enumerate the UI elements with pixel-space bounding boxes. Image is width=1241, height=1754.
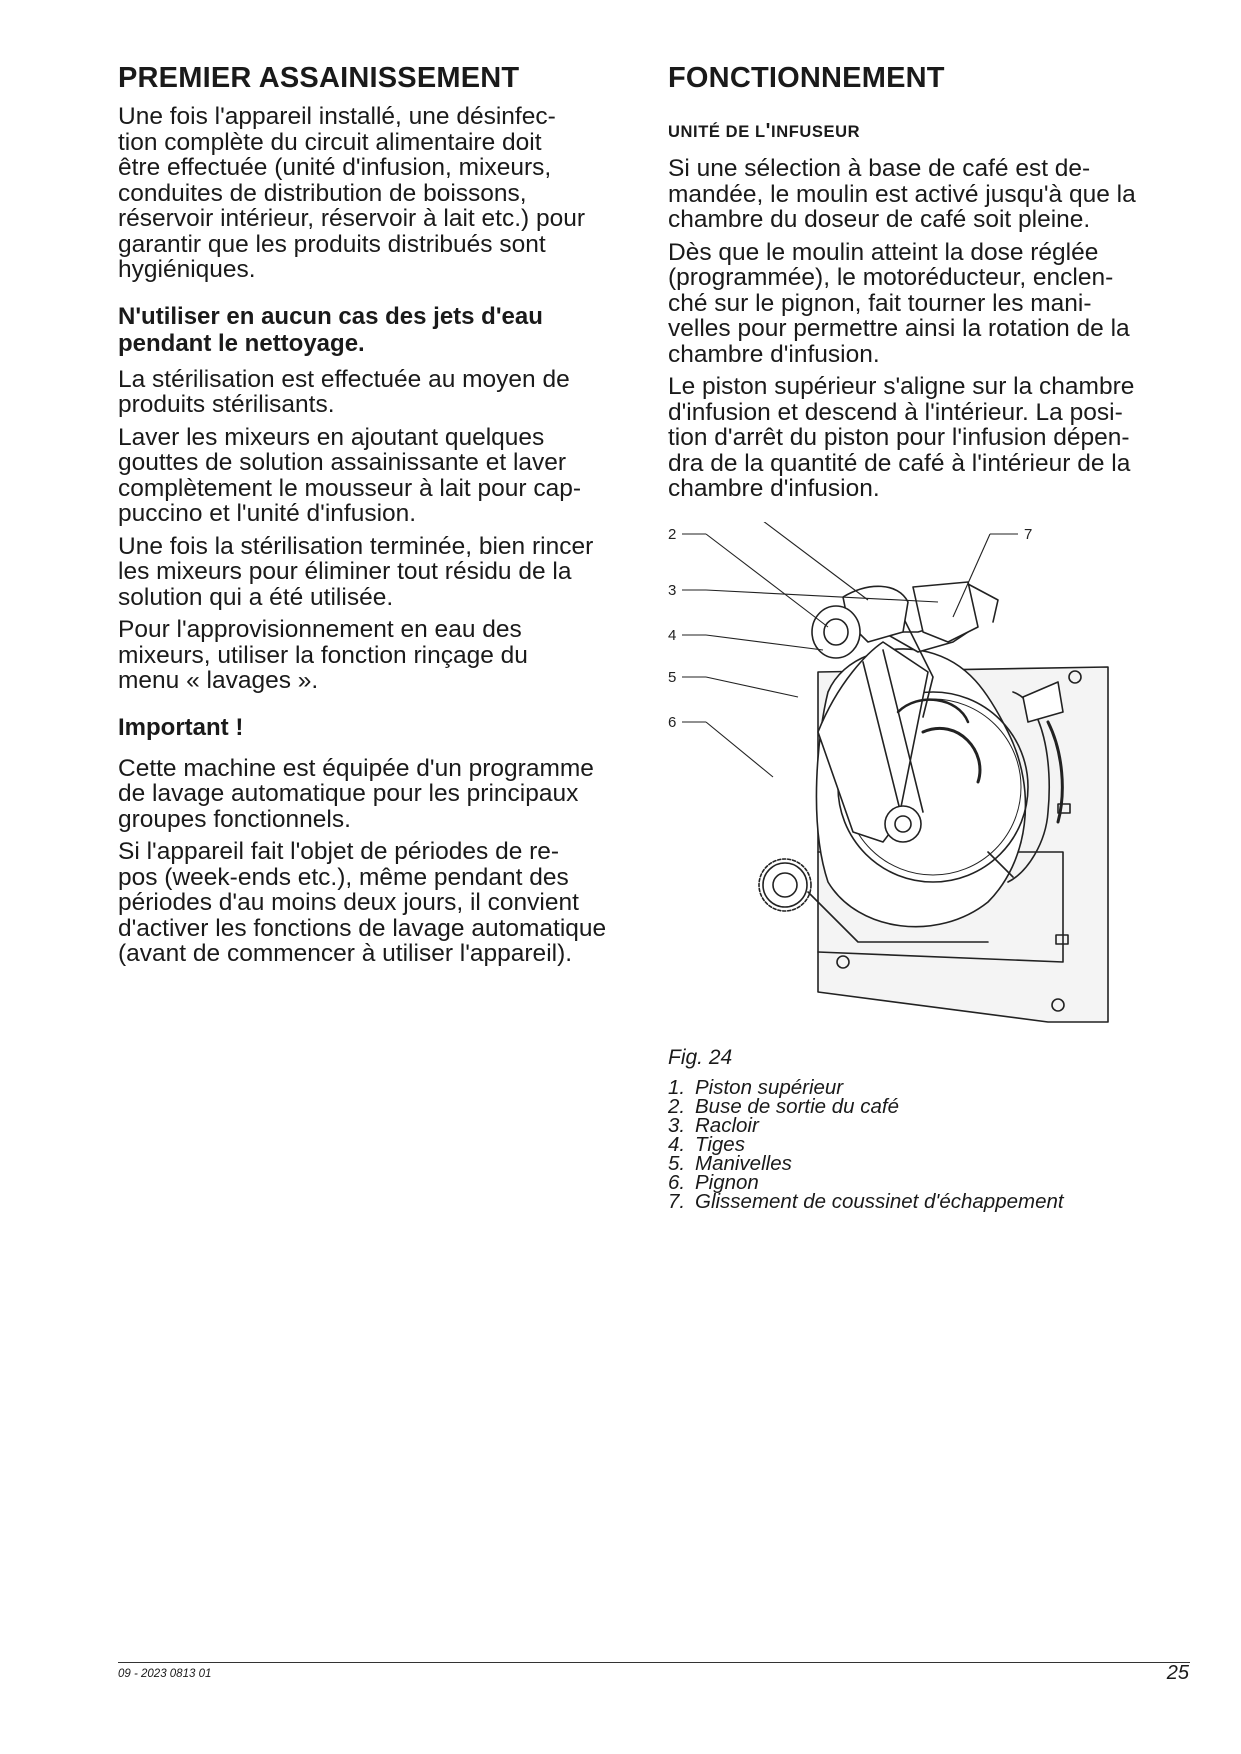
text-line: chambre du doseur de café soit pleine.: [668, 206, 1091, 233]
text-line: réservoir intérieur, réservoir à lait etc.) pour: [118, 205, 586, 232]
piston-paragraph: [668, 374, 1198, 502]
page-number: 25: [1166, 1662, 1189, 1684]
text-line: d'activer les fonctions de lavage automatique: [118, 914, 607, 942]
legend-number: 1.: [668, 1076, 686, 1099]
callout-5: 5: [668, 669, 677, 686]
text-line: (avant de commencer à utiliser l'appareil).: [118, 940, 573, 967]
left-column: [118, 62, 646, 974]
water-paragraph: [118, 617, 646, 694]
legend-text: Piston supérieur: [695, 1076, 844, 1099]
legend-number: 4.: [668, 1133, 686, 1156]
text-line: tion d'arrêt du piston pour l'infusion dépen-: [668, 424, 1130, 451]
text-line: les mixeurs pour éliminer tout résidu de la: [118, 558, 572, 585]
text-line: pos (week-ends etc.), même pendant des: [118, 863, 569, 891]
text-line: Le piston supérieur s'aligne sur la chambre: [668, 373, 1135, 400]
text-line: périodes d'au moins deux jours, il convient: [118, 889, 579, 916]
text-line: pendant le nettoyage.: [118, 329, 365, 357]
warning-heading: [118, 303, 646, 357]
text-line: Laver les mixeurs en ajoutant quelques: [118, 423, 545, 451]
text-line: gouttes de solution assainissante et laver: [118, 449, 567, 476]
gearmotor-paragraph: [668, 240, 1198, 368]
subsection-title-unite-infuseur: [668, 120, 1198, 143]
text-line: conduites de distribution de boissons,: [118, 179, 527, 207]
coffee-nozzle: [812, 606, 860, 658]
callout-6: 6: [668, 714, 677, 731]
legend-text: Racloir: [695, 1114, 759, 1137]
text-line: chambre d'infusion.: [668, 475, 880, 502]
intro-paragraph: [118, 104, 646, 283]
section-title-fonctionnement: FONCTIONNEMENT: [668, 62, 945, 94]
text-line: complètement le mousseur à lait pour cap-: [118, 474, 581, 502]
text-line: velles pour permettre ainsi la rotation de la: [668, 315, 1130, 342]
legend-number: 7.: [668, 1190, 686, 1213]
mixers-paragraph: [118, 425, 646, 527]
legend-text: Glissement de coussinet d'échappement: [695, 1190, 1064, 1213]
text-line: produits stérilisants.: [118, 391, 335, 418]
legend-number: 2.: [668, 1095, 686, 1118]
text-line: Si une sélection à base de café est de-: [668, 155, 1091, 182]
important-heading: Important !: [118, 713, 244, 741]
right-column: [668, 62, 1198, 509]
text-line: menu « lavages ».: [118, 667, 319, 694]
text-line: Pour l'approvisionnement en eau des: [118, 616, 522, 643]
text-line: garantir que les produits distribués sont: [118, 230, 546, 258]
text-line: mixeurs, utiliser la fonction rinçage du: [118, 641, 528, 669]
text-line: être effectuée (unité d'infusion, mixeurs,: [118, 154, 552, 181]
text-line: Une fois l'appareil installé, une désinfec-: [118, 103, 556, 130]
text-line: Une fois la stérilisation terminée, bien rincer: [118, 532, 594, 560]
subtitle-part: INFUSEUR: [771, 123, 861, 141]
callout-3: 3: [668, 582, 677, 599]
legend-number: 5.: [668, 1152, 686, 1175]
brewer-unit-illustration: [668, 522, 1138, 1042]
text-line: (programmée), le motoréducteur, enclen-: [668, 264, 1114, 291]
text-line: Dès que le moulin atteint la dose réglée: [668, 238, 1099, 266]
text-line: La stérilisation est effectuée au moyen de: [118, 365, 570, 393]
subtitle-part: UNITÉ DE L: [668, 123, 766, 141]
legend-text: Manivelles: [695, 1152, 792, 1175]
callout-2: 2: [668, 526, 677, 543]
grinder-paragraph: [668, 156, 1198, 233]
text-line: Cette machine est équipée d'un programme: [118, 754, 594, 782]
subtitle-apostrophe: ': [765, 120, 772, 142]
sterilisation-paragraph: [118, 367, 646, 418]
legend-text: Tiges: [695, 1133, 745, 1156]
pivot: [885, 806, 921, 842]
document-code: 09 - 2023 0813 01: [118, 1668, 212, 1680]
text-line: groupes fonctionnels.: [118, 805, 351, 833]
legend-item: [668, 1192, 1064, 1211]
legend-number: 6.: [668, 1171, 686, 1194]
pinion: [763, 863, 807, 907]
legend-text: Pignon: [695, 1171, 759, 1194]
text-line: dra de la quantité de café à l'intérieur de la: [668, 449, 1131, 477]
text-line: de lavage automatique pour les principaux: [118, 780, 579, 807]
text-line: Si l'appareil fait l'objet de périodes de re-: [118, 838, 560, 865]
footer-divider: [118, 1662, 1190, 1663]
section-title-premier-assainissement: PREMIER ASSAINISSEMENT: [118, 62, 520, 94]
rinse-paragraph: [118, 534, 646, 611]
text-line: puccino et l'unité d'infusion.: [118, 500, 417, 527]
important-paragraph: [118, 756, 646, 833]
text-line: N'utiliser en aucun cas des jets d'eau: [118, 302, 543, 330]
text-line: chambre d'infusion.: [668, 340, 880, 368]
callout-4: 4: [668, 627, 677, 644]
text-line: mandée, le moulin est activé jusqu'à que la: [668, 180, 1136, 208]
callout-7: 7: [1024, 526, 1033, 543]
figure-caption: Fig. 24: [668, 1046, 733, 1069]
figure-legend: [668, 1078, 1064, 1211]
periods-paragraph: [118, 839, 646, 967]
text-line: ché sur le pignon, fait tourner les mani-: [668, 289, 1092, 317]
text-line: tion complète du circuit alimentaire doit: [118, 128, 542, 156]
text-line: d'infusion et descend à l'intérieur. La posi-: [668, 398, 1123, 426]
text-line: solution qui a été utilisée.: [118, 583, 394, 611]
legend-number: 3.: [668, 1114, 686, 1137]
legend-text: Buse de sortie du café: [695, 1095, 899, 1118]
text-line: hygiéniques.: [118, 256, 256, 283]
